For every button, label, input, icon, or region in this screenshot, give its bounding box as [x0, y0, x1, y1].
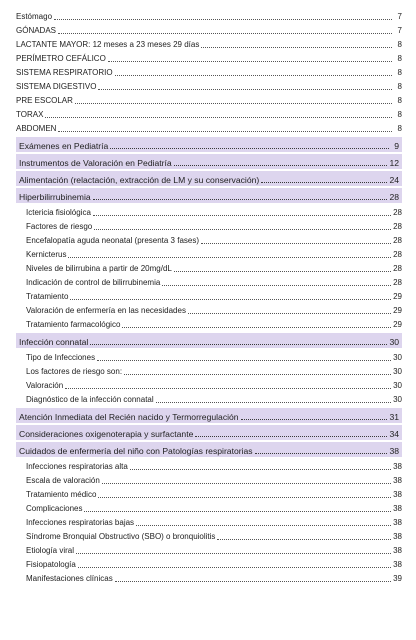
toc-entry-title: Atención Inmediata del Recién nacido y Termorregulación — [19, 412, 239, 422]
dot-leader — [93, 214, 391, 216]
toc-subentry[interactable] — [16, 247, 402, 261]
toc-subentry[interactable] — [16, 501, 402, 515]
toc-page-number: 8 — [397, 110, 402, 119]
dot-leader — [93, 198, 388, 200]
toc-entry-title: Los factores de riesgo son: — [26, 367, 123, 376]
dot-leader — [110, 147, 389, 149]
dot-leader — [54, 18, 392, 20]
toc-entry[interactable] — [16, 121, 402, 135]
toc-page-number: 30 — [393, 353, 402, 362]
toc-entry-title: Fisiopatología — [26, 560, 76, 569]
toc-entry[interactable] — [16, 79, 402, 93]
toc-entry-title: TORAX — [16, 110, 44, 119]
toc-entry-title: Ictericia fisiológica — [26, 208, 91, 217]
toc-subentry[interactable] — [16, 557, 402, 571]
toc-entry-title: SISTEMA DIGESTIVO — [16, 82, 97, 91]
toc-page-number: 29 — [393, 320, 402, 329]
toc-page-number: 38 — [393, 518, 402, 527]
toc-entry-title: SISTEMA RESPIRATORIO — [16, 68, 113, 77]
dot-leader — [156, 401, 391, 403]
dot-leader — [162, 284, 391, 286]
toc-page-number: 39 — [393, 574, 402, 583]
toc-entry-title: Etiología viral — [26, 546, 75, 555]
toc-page-number: 7 — [397, 26, 402, 35]
dot-leader — [241, 418, 388, 420]
toc-entry[interactable] — [16, 107, 402, 121]
toc-entry-title: Indicación de control de bilirrubinemia — [26, 278, 161, 287]
dot-leader — [45, 116, 392, 118]
toc-page-number: 8 — [397, 68, 402, 77]
toc-entry-title: Tratamiento — [26, 292, 69, 301]
toc-entry-title: LACTANTE MAYOR: 12 meses a 23 meses 29 días — [16, 40, 200, 49]
toc-entry-title: PERÍMETRO CEFÁLICO — [16, 54, 106, 63]
toc-subentry[interactable] — [16, 459, 402, 473]
dot-leader — [115, 74, 392, 76]
toc-page-number: 38 — [393, 546, 402, 555]
toc-page-number: 31 — [389, 412, 399, 422]
toc-page-number: 8 — [397, 82, 402, 91]
toc-page-number: 28 — [393, 222, 402, 231]
dot-leader — [70, 298, 391, 300]
toc-entry[interactable] — [16, 93, 402, 107]
toc-subentry[interactable] — [16, 364, 402, 378]
dot-leader — [90, 343, 387, 345]
dot-leader — [130, 468, 391, 470]
toc-entry-title: ABDOMEN — [16, 124, 57, 133]
toc-subentry[interactable] — [16, 487, 402, 501]
toc-page-number: 28 — [389, 192, 399, 202]
toc-entry-title: Tratamiento médico — [26, 490, 97, 499]
dot-leader — [68, 256, 391, 258]
toc-page-number: 8 — [397, 54, 402, 63]
toc-subentry[interactable] — [16, 529, 402, 543]
toc-page-number: 38 — [393, 490, 402, 499]
dot-leader — [115, 580, 391, 582]
toc-page-number: 30 — [393, 367, 402, 376]
dot-leader — [58, 130, 392, 132]
toc-entry-title: Consideraciones oxigenoterapia y surfactante — [19, 429, 194, 439]
toc-subentry[interactable] — [16, 473, 402, 487]
toc-section-heading[interactable] — [16, 154, 402, 169]
toc-page-number: 28 — [393, 278, 402, 287]
toc-page-number: 8 — [397, 124, 402, 133]
toc-subentry[interactable] — [16, 392, 402, 406]
toc-entry[interactable] — [16, 65, 402, 79]
toc-page-number: 9 — [394, 141, 399, 151]
toc-entry-title: Valoración de enfermería en las necesidades — [26, 306, 186, 315]
toc-entry-title: PRE ESCOLAR — [16, 96, 73, 105]
toc-entry-title: Cuidados de enfermería del niño con Patologías respiratorias — [19, 446, 253, 456]
dot-leader — [195, 435, 387, 437]
dot-leader — [201, 46, 392, 48]
toc-entry-title: Complicaciones — [26, 504, 83, 513]
toc-entry-title: Encefalopatía aguda neonatal (presenta 3 fases) — [26, 236, 200, 245]
dot-leader — [98, 88, 392, 90]
dot-leader — [58, 32, 392, 34]
toc-entry-title: Tratamiento farmacológico — [26, 320, 121, 329]
dot-leader — [174, 164, 388, 166]
toc-section-heading[interactable] — [16, 442, 402, 457]
toc-subentry[interactable] — [16, 205, 402, 219]
toc-entry-title: Instrumentos de Valoración en Pediatría — [19, 158, 172, 168]
toc-entry-title: Infecciones respiratorias bajas — [26, 518, 135, 527]
toc-page-number: 7 — [397, 12, 402, 21]
toc-page-number: 38 — [393, 504, 402, 513]
toc-page-number: 28 — [393, 250, 402, 259]
toc-page-number: 8 — [397, 40, 402, 49]
toc-subentry[interactable] — [16, 317, 402, 331]
toc-entry-title: Factores de riesgo — [26, 222, 93, 231]
toc-page-number: 30 — [393, 395, 402, 404]
toc-section-heading[interactable] — [16, 333, 402, 348]
toc-page-number: 38 — [393, 476, 402, 485]
toc-entry-title: Infección connatal — [19, 337, 89, 347]
toc-subentry[interactable] — [16, 378, 402, 392]
dot-leader — [98, 496, 391, 498]
toc-subentry[interactable] — [16, 571, 402, 585]
toc-subentry[interactable] — [16, 289, 402, 303]
toc-entry-title: Diagnóstico de la infección connatal — [26, 395, 154, 404]
dot-leader — [174, 270, 391, 272]
toc-entry-title: Síndrome Bronquial Obstructivo (SBO) o bronquiolitis — [26, 532, 216, 541]
toc-section-heading[interactable] — [16, 188, 402, 203]
toc-subentry[interactable] — [16, 303, 402, 317]
toc-page-number: 30 — [393, 381, 402, 390]
toc-entry-title: Infecciones respiratorias alta — [26, 462, 128, 471]
toc-entry[interactable] — [16, 9, 402, 23]
dot-leader — [78, 566, 391, 568]
dot-leader — [97, 359, 391, 361]
toc-page-number: 24 — [389, 175, 399, 185]
toc-subentry[interactable] — [16, 350, 402, 364]
toc-page-number: 29 — [393, 292, 402, 301]
toc-subentry[interactable] — [16, 233, 402, 247]
table-of-contents — [16, 9, 402, 585]
toc-subentry[interactable] — [16, 275, 402, 289]
toc-section-heading[interactable] — [16, 137, 402, 152]
toc-page-number: 38 — [393, 532, 402, 541]
toc-entry-title: Valoración — [26, 381, 64, 390]
toc-section-heading[interactable] — [16, 425, 402, 440]
dot-leader — [188, 312, 391, 314]
toc-entry[interactable] — [16, 23, 402, 37]
toc-page-number: 38 — [389, 446, 399, 456]
dot-leader — [261, 181, 387, 183]
dot-leader — [255, 452, 388, 454]
toc-section-heading[interactable] — [16, 408, 402, 423]
dot-leader — [108, 60, 392, 62]
toc-page-number: 28 — [393, 208, 402, 217]
dot-leader — [102, 482, 391, 484]
dot-leader — [94, 228, 391, 230]
toc-entry-title: Exámenes en Pediatría — [19, 141, 109, 151]
toc-page-number: 38 — [393, 560, 402, 569]
dot-leader — [201, 242, 391, 244]
toc-entry-title: Niveles de bilirrubina a partir de 20mg/dL — [26, 264, 172, 273]
dot-leader — [65, 387, 391, 389]
toc-entry-title: Escala de valoración — [26, 476, 100, 485]
toc-page-number: 12 — [389, 158, 399, 168]
dot-leader — [75, 102, 392, 104]
toc-section-heading[interactable] — [16, 171, 402, 186]
toc-subentry[interactable] — [16, 543, 402, 557]
toc-entry-title: GÓNADAS — [16, 26, 57, 35]
toc-entry-title: Hiperbilirrubinemia — [19, 192, 91, 202]
toc-subentry[interactable] — [16, 219, 402, 233]
toc-entry[interactable] — [16, 51, 402, 65]
toc-page-number: 28 — [393, 264, 402, 273]
toc-page-number: 8 — [397, 96, 402, 105]
dot-leader — [124, 373, 391, 375]
toc-page-number: 34 — [389, 429, 399, 439]
toc-page-number: 38 — [393, 462, 402, 471]
toc-page-number: 29 — [393, 306, 402, 315]
dot-leader — [122, 326, 391, 328]
toc-page-number: 28 — [393, 236, 402, 245]
dot-leader — [136, 524, 391, 526]
toc-page-number: 30 — [389, 337, 399, 347]
toc-subentry[interactable] — [16, 515, 402, 529]
toc-entry-title: Tipo de Infecciones — [26, 353, 96, 362]
toc-entry-title: Estómago — [16, 12, 53, 21]
dot-leader — [84, 510, 391, 512]
toc-entry-title: Manifestaciones clínicas — [26, 574, 113, 583]
toc-entry[interactable] — [16, 37, 402, 51]
toc-entry-title: Alimentación (relactación, extracción de LM y su conservación) — [19, 175, 260, 185]
dot-leader — [217, 538, 391, 540]
dot-leader — [76, 552, 391, 554]
toc-entry-title: Kernicterus — [26, 250, 67, 259]
toc-subentry[interactable] — [16, 261, 402, 275]
